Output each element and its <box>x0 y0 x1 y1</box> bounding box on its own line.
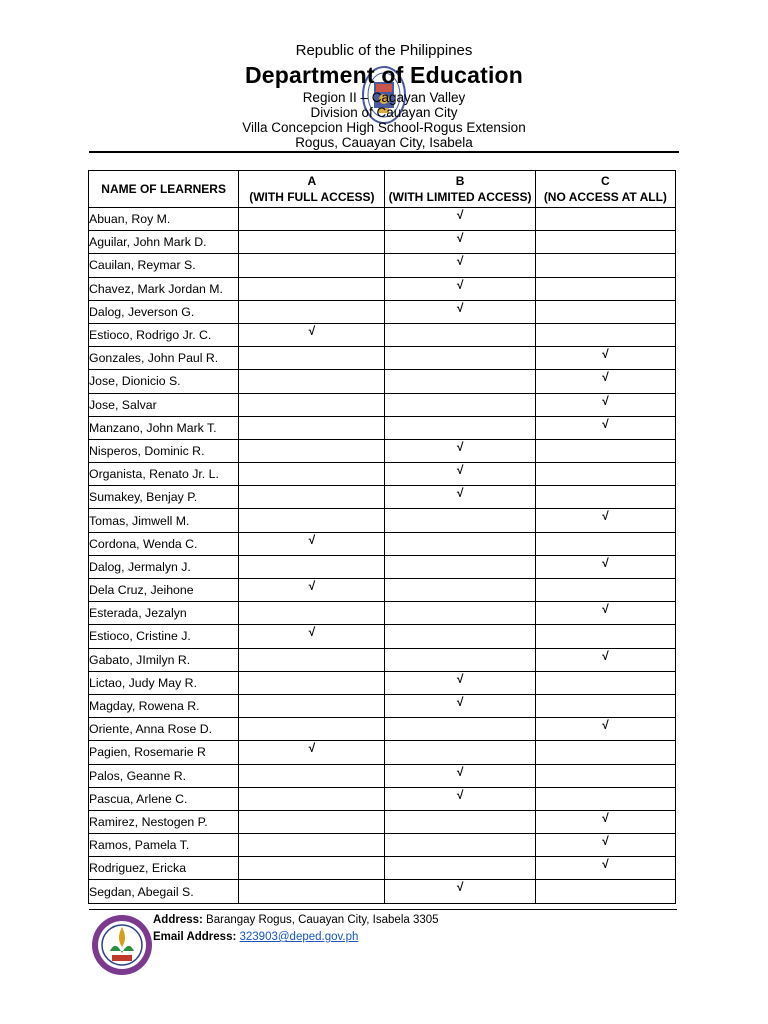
check-mark-icon: √ <box>308 741 316 756</box>
learner-name: Cordona, Wenda C. <box>89 532 239 555</box>
access-cell-b <box>385 671 535 694</box>
check-mark-icon: √ <box>602 857 609 872</box>
access-cell-c <box>535 486 675 509</box>
access-cell-b <box>385 208 535 231</box>
table-row <box>89 834 676 857</box>
table-row <box>89 323 676 346</box>
check-mark-icon: √ <box>602 648 609 663</box>
access-cell-c <box>535 277 675 300</box>
table-row <box>89 416 676 439</box>
access-cell-b <box>385 439 535 462</box>
check-mark-icon: √ <box>308 532 316 547</box>
location-line: Rogus, Cauayan City, Isabela <box>295 135 473 150</box>
access-cell-b <box>385 810 535 833</box>
table-row <box>89 486 676 509</box>
footer-divider <box>89 909 677 910</box>
school-contact <box>153 912 439 946</box>
access-cell-c <box>535 439 675 462</box>
access-cell-b <box>385 741 535 764</box>
access-cell-c <box>535 463 675 486</box>
access-cell-c <box>535 416 675 439</box>
table-row <box>89 300 676 323</box>
table-row <box>89 602 676 625</box>
check-mark-icon: √ <box>456 208 464 222</box>
access-cell-b <box>385 300 535 323</box>
school-seal-icon <box>90 913 154 977</box>
learner-name: Pagien, Rosemarie R <box>89 741 239 764</box>
access-cell-a <box>239 393 385 416</box>
table-row <box>89 787 676 810</box>
access-cell-a <box>239 323 385 346</box>
learner-name: Estioco, Rodrigo Jr. C. <box>89 323 239 346</box>
table-row <box>89 231 676 254</box>
access-cell-c <box>535 602 675 625</box>
access-cell-b <box>385 370 535 393</box>
table-row <box>89 857 676 880</box>
learner-name: Lictao, Judy May R. <box>89 671 239 694</box>
access-cell-b <box>385 486 535 509</box>
learner-name: Rodriguez, Ericka <box>89 857 239 880</box>
check-mark-icon: √ <box>602 834 609 849</box>
access-cell-c <box>535 671 675 694</box>
table-row <box>89 764 676 787</box>
table-row <box>89 694 676 717</box>
table-header-row <box>89 171 676 208</box>
access-cell-c <box>535 625 675 648</box>
access-cell-c <box>535 347 675 370</box>
check-mark-icon: √ <box>602 718 609 733</box>
access-cell-c <box>535 741 675 764</box>
access-cell-a <box>239 880 385 903</box>
division-line: Division of Cauayan City <box>310 105 458 120</box>
check-mark-icon: √ <box>602 602 609 617</box>
access-cell-c <box>535 718 675 741</box>
check-mark-icon: √ <box>602 555 609 570</box>
learner-name: Chavez, Mark Jordan M. <box>89 277 239 300</box>
table-row <box>89 347 676 370</box>
learner-name: Dela Cruz, Jeihone <box>89 579 239 602</box>
check-mark-icon: √ <box>456 277 464 292</box>
access-cell-a <box>239 671 385 694</box>
access-cell-a <box>239 787 385 810</box>
access-cell-a <box>239 555 385 578</box>
learner-name: Dalog, Jermalyn J. <box>89 555 239 578</box>
learner-name: Pascua, Arlene C. <box>89 787 239 810</box>
access-cell-c <box>535 764 675 787</box>
learner-name: Oriente, Anna Rose D. <box>89 718 239 741</box>
access-cell-a <box>239 486 385 509</box>
access-cell-c <box>535 254 675 277</box>
learner-name: Segdan, Abegail S. <box>89 880 239 903</box>
table-row <box>89 671 676 694</box>
access-cell-c <box>535 648 675 671</box>
access-cell-a <box>239 509 385 532</box>
check-mark-icon: √ <box>456 300 464 315</box>
access-cell-a <box>239 718 385 741</box>
access-cell-a <box>239 810 385 833</box>
table-row <box>89 463 676 486</box>
table-row <box>89 439 676 462</box>
check-mark-icon: √ <box>456 439 464 454</box>
table-row <box>89 532 676 555</box>
learner-name: Ramirez, Nestogen P. <box>89 810 239 833</box>
access-cell-b <box>385 579 535 602</box>
address-value: Barangay Rogus, Cauayan City, Isabela 3305 <box>202 914 439 926</box>
access-cell-a <box>239 694 385 717</box>
check-mark-icon: √ <box>602 810 609 825</box>
access-cell-b <box>385 347 535 370</box>
letterhead <box>0 42 768 150</box>
table-row <box>89 648 676 671</box>
check-mark-icon: √ <box>456 764 464 779</box>
learner-name: Gabato, JImilyn R. <box>89 648 239 671</box>
learner-name: Nisperos, Dominic R. <box>89 439 239 462</box>
learner-name: Tomas, Jimwell M. <box>89 509 239 532</box>
address-line <box>153 912 439 929</box>
access-cell-b <box>385 509 535 532</box>
access-cell-b <box>385 718 535 741</box>
learner-name: Jose, Salvar <box>89 393 239 416</box>
learner-name: Manzano, John Mark T. <box>89 416 239 439</box>
check-mark-icon: √ <box>456 694 464 709</box>
access-cell-c <box>535 694 675 717</box>
access-cell-a <box>239 347 385 370</box>
learners-access-table <box>88 170 676 904</box>
header-divider <box>89 151 679 153</box>
access-cell-c <box>535 370 675 393</box>
access-cell-a <box>239 300 385 323</box>
access-cell-b <box>385 231 535 254</box>
access-cell-c <box>535 834 675 857</box>
check-mark-icon: √ <box>456 787 464 802</box>
access-cell-a <box>239 208 385 231</box>
learner-name: Palos, Geanne R. <box>89 764 239 787</box>
email-link[interactable]: 323903@deped.gov.ph <box>239 931 359 943</box>
learner-name: Magday, Rowena R. <box>89 694 239 717</box>
learner-name: Ramos, Pamela T. <box>89 834 239 857</box>
check-mark-icon: √ <box>456 254 464 269</box>
access-cell-b <box>385 323 535 346</box>
access-cell-a <box>239 648 385 671</box>
access-cell-a <box>239 439 385 462</box>
table-row <box>89 393 676 416</box>
access-cell-c <box>535 208 675 231</box>
table-row <box>89 880 676 903</box>
table-row <box>89 625 676 648</box>
header-limited-access: B (WITH LIMITED ACCESS) <box>385 171 535 208</box>
access-cell-b <box>385 602 535 625</box>
table-row <box>89 277 676 300</box>
learner-name: Abuan, Roy M. <box>89 208 239 231</box>
email-label: Email Address: <box>153 931 237 943</box>
table-row <box>89 208 676 231</box>
table-row <box>89 810 676 833</box>
check-mark-icon: √ <box>308 579 316 593</box>
school-line: Villa Concepcion High School-Rogus Extension <box>242 120 526 135</box>
learner-name: Gonzales, John Paul R. <box>89 347 239 370</box>
header-full-access: A (WITH FULL ACCESS) <box>239 171 385 208</box>
access-cell-c <box>535 532 675 555</box>
check-mark-icon: √ <box>308 323 316 338</box>
access-cell-c <box>535 231 675 254</box>
access-cell-c <box>535 880 675 903</box>
access-cell-a <box>239 254 385 277</box>
access-cell-c <box>535 300 675 323</box>
access-cell-c <box>535 579 675 602</box>
check-mark-icon: √ <box>602 370 609 385</box>
access-cell-b <box>385 648 535 671</box>
access-cell-a <box>239 834 385 857</box>
access-cell-c <box>535 393 675 416</box>
table-row <box>89 509 676 532</box>
table-row <box>89 718 676 741</box>
check-mark-icon: √ <box>456 486 464 501</box>
access-cell-a <box>239 277 385 300</box>
access-cell-a <box>239 463 385 486</box>
table-row <box>89 254 676 277</box>
access-cell-b <box>385 555 535 578</box>
access-cell-a <box>239 370 385 393</box>
check-mark-icon: √ <box>456 671 464 686</box>
check-mark-icon: √ <box>308 625 316 640</box>
access-cell-b <box>385 625 535 648</box>
learner-name: Estioco, Cristine J. <box>89 625 239 648</box>
access-cell-c <box>535 555 675 578</box>
table-row <box>89 555 676 578</box>
access-cell-c <box>535 323 675 346</box>
access-cell-b <box>385 254 535 277</box>
access-cell-b <box>385 764 535 787</box>
table-row <box>89 741 676 764</box>
access-cell-a <box>239 764 385 787</box>
check-mark-icon: √ <box>456 463 464 478</box>
republic-line: Republic of the Philippines <box>295 42 473 59</box>
access-cell-b <box>385 277 535 300</box>
table-body <box>89 208 676 904</box>
header-no-access: C (NO ACCESS AT ALL) <box>535 171 675 208</box>
learner-name: Dalog, Jeverson G. <box>89 300 239 323</box>
access-cell-a <box>239 532 385 555</box>
header-name-of-learners: NAME OF LEARNERS <box>89 171 239 208</box>
check-mark-icon: √ <box>602 416 609 431</box>
access-cell-c <box>535 787 675 810</box>
access-cell-a <box>239 416 385 439</box>
learner-name: Sumakey, Benjay P. <box>89 486 239 509</box>
access-cell-b <box>385 787 535 810</box>
check-mark-icon: √ <box>602 509 609 524</box>
access-cell-a <box>239 741 385 764</box>
check-mark-icon: √ <box>456 880 464 895</box>
table-row <box>89 370 676 393</box>
table-row <box>89 579 676 602</box>
learner-name: Aguilar, John Mark D. <box>89 231 239 254</box>
learner-name: Jose, Dionicio S. <box>89 370 239 393</box>
check-mark-icon: √ <box>602 347 609 362</box>
learner-name: Esterada, Jezalyn <box>89 602 239 625</box>
access-cell-a <box>239 231 385 254</box>
department-title: Department of Education <box>244 62 524 88</box>
check-mark-icon: √ <box>456 231 464 246</box>
access-cell-a <box>239 602 385 625</box>
access-cell-c <box>535 509 675 532</box>
learner-name: Organista, Renato Jr. L. <box>89 463 239 486</box>
access-cell-c <box>535 810 675 833</box>
access-cell-b <box>385 694 535 717</box>
access-cell-b <box>385 416 535 439</box>
check-mark-icon: √ <box>602 393 609 408</box>
access-cell-b <box>385 834 535 857</box>
access-cell-a <box>239 857 385 880</box>
access-cell-b <box>385 880 535 903</box>
access-cell-b <box>385 857 535 880</box>
learner-name: Cauilan, Reymar S. <box>89 254 239 277</box>
access-cell-a <box>239 625 385 648</box>
access-cell-b <box>385 393 535 416</box>
email-line <box>153 929 439 946</box>
access-cell-a <box>239 579 385 602</box>
address-label: Address: <box>153 914 203 926</box>
region-line: Region II – Cagayan Valley <box>302 90 466 105</box>
access-cell-b <box>385 463 535 486</box>
access-cell-c <box>535 857 675 880</box>
access-cell-b <box>385 532 535 555</box>
